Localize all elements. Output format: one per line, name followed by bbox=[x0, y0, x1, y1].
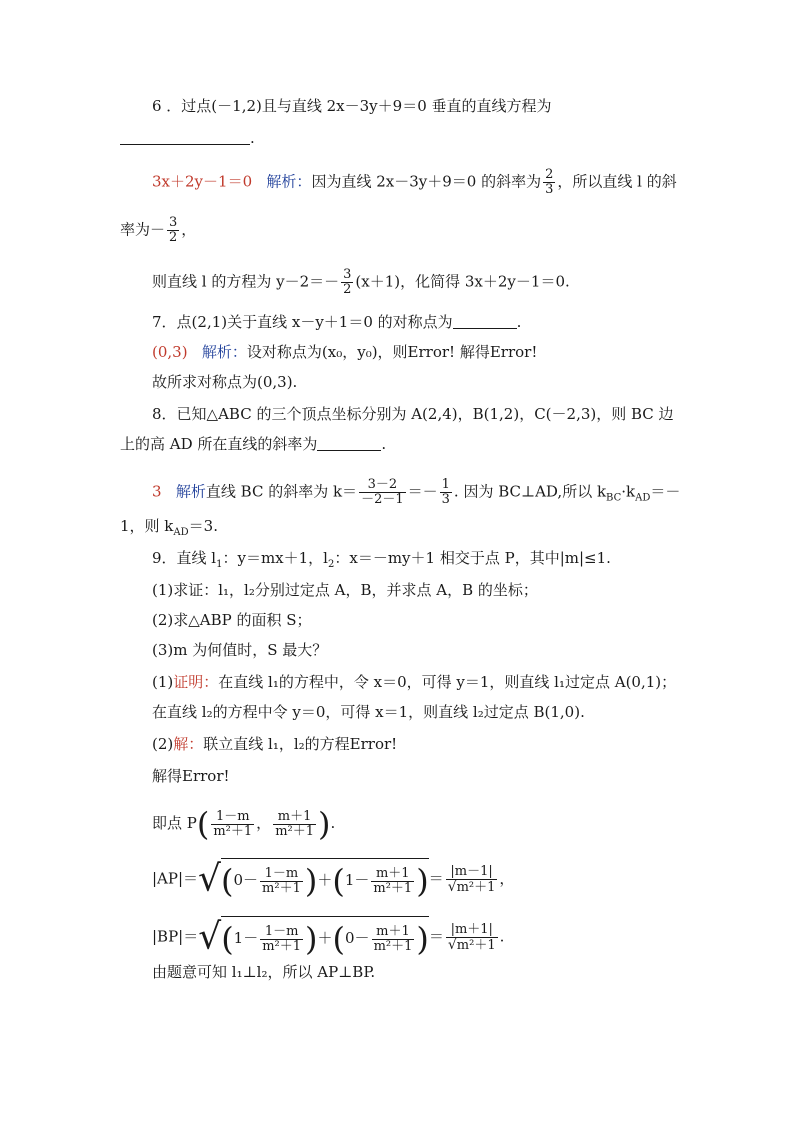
answer-blank bbox=[317, 436, 381, 451]
q9-bp-t1: 1－ bbox=[233, 929, 259, 947]
q8-stem bbox=[152, 404, 674, 424]
sqrt-symbol: √(0－ $\frac{1-m}{\text{m²＋1}}$ )＋(1－ $\frac{m+1}{\text{m²＋1}}$ ) bbox=[198, 858, 429, 900]
q6-line2-b: ， bbox=[181, 220, 197, 239]
q9-p-num2: m＋1 bbox=[273, 810, 316, 825]
q7-conclusion-text: 故所求对称点为(0,3). bbox=[152, 373, 298, 391]
q9-ap-num2: m＋1 bbox=[371, 867, 414, 882]
q9-sub2: 2 bbox=[327, 559, 335, 570]
q8-dot: · bbox=[621, 482, 627, 501]
q9-ap-t1: 0－ bbox=[233, 871, 259, 889]
q8-stem-text: 8．已知△ABC 的三个顶点坐标分别为 A(2,4)，B(1,2)，C(－2,3)，则 BC 边 bbox=[152, 405, 674, 423]
q6-frac3-num: 3 bbox=[343, 267, 352, 282]
q6-line3-b: (x＋1)，化简得 3x＋2y－1＝0. bbox=[355, 272, 570, 291]
q9-ap-label: |AP|＝ bbox=[152, 869, 199, 888]
q9-s2-text: 联立直线 l₁，l₂的方程Error! bbox=[203, 735, 398, 753]
q9-ap-rden: m²＋1 bbox=[456, 879, 496, 895]
q9-point-p bbox=[152, 804, 335, 844]
q6-analysis-label: 解析： bbox=[266, 172, 312, 191]
q9-final-text: 由题意可知 l₁⊥l₂，所以 AP⊥BP. bbox=[152, 963, 376, 981]
q8-line2 bbox=[120, 516, 218, 543]
q9-bp-label: |BP|＝ bbox=[152, 927, 199, 946]
q9-ap-comma: ， bbox=[499, 869, 515, 888]
q7-analysis bbox=[152, 342, 537, 362]
q8-sub-bc: BC bbox=[606, 492, 622, 504]
q8-analysis-label: 解析 bbox=[175, 482, 206, 501]
q9-bp-result: $\frac{|m+1|}{\text{√m²＋1}}$ bbox=[447, 921, 496, 953]
q8-analysis-c: . 因为 BC⊥AD,所以 k bbox=[453, 482, 607, 501]
q9-sub1: 1 bbox=[216, 559, 223, 570]
q8-k2: k bbox=[626, 482, 636, 501]
q9-bp-den1: m²＋1 bbox=[262, 938, 302, 954]
q9-s1-tag: 证明： bbox=[173, 673, 219, 691]
q6-frac3-den: 2 bbox=[343, 282, 352, 297]
q9-stem bbox=[152, 548, 611, 575]
q8-line2-end: ＝3. bbox=[188, 517, 218, 535]
q6-blank-line bbox=[120, 128, 255, 148]
q9-stem-a: 9．直线 l bbox=[152, 549, 217, 567]
q9-bp-t2: 0－ bbox=[345, 929, 370, 947]
q8-line2-text: 1，则 k bbox=[120, 517, 174, 535]
q9-ap-result: $\frac{|m-1|}{\text{√m²＋1}}$ bbox=[447, 863, 496, 895]
q9-s2-label: (2) bbox=[152, 735, 174, 753]
q7-stem bbox=[152, 312, 521, 332]
q6-line3 bbox=[152, 268, 570, 297]
q9-bp-rnum: |m＋1| bbox=[446, 923, 498, 938]
q9-bp-num2: m＋1 bbox=[372, 925, 415, 940]
q6-line2 bbox=[120, 216, 196, 245]
q9-p-comma: ， bbox=[256, 814, 272, 832]
q9-s2-tag: 解： bbox=[173, 735, 204, 753]
q9-part3-text: (3)m 为何值时，S 最大？ bbox=[152, 641, 328, 659]
q6-fraction-1 bbox=[543, 168, 555, 197]
q8-fraction-1 bbox=[359, 478, 406, 507]
q8-analysis-a: 直线 BC 的斜率为 k＝ bbox=[205, 482, 358, 501]
q9-ap-equation bbox=[152, 858, 514, 901]
q9-p-frac2 bbox=[273, 810, 316, 839]
q9-bp-equation bbox=[152, 916, 504, 959]
left-paren: ( bbox=[196, 805, 210, 843]
q6-analysis bbox=[152, 168, 677, 197]
q9-s1-label: (1) bbox=[152, 673, 174, 691]
q9-ap-rnum: |m－1| bbox=[446, 865, 498, 880]
q9-solution1b bbox=[152, 702, 585, 722]
q9-bp-eq: ＝ bbox=[428, 927, 444, 946]
q6-stem-end: . bbox=[250, 129, 255, 147]
q9-bp-period: . bbox=[499, 927, 505, 946]
q9-stem-b: ：y＝mx＋1，l bbox=[222, 549, 328, 567]
q7-stem-text: 7．点(2,1)关于直线 x－y＋1＝0 的对称点为 bbox=[152, 313, 453, 331]
q9-ap-num1: 1－m bbox=[260, 867, 303, 882]
q9-p-den1: m²＋1 bbox=[213, 823, 253, 839]
q6-frac1-num: 2 bbox=[545, 167, 554, 182]
q6-answer: 3x＋2y－1＝0 bbox=[152, 172, 253, 191]
q9-p-num1: 1－m bbox=[211, 810, 254, 825]
q7-conclusion bbox=[152, 372, 297, 392]
q9-bp-den2: m²＋1 bbox=[373, 938, 413, 954]
q7-stem-end: . bbox=[516, 313, 522, 331]
q6-frac2-den: 2 bbox=[169, 230, 178, 245]
q9-stem-c: ：x＝－my＋1 相交于点 P，其中|m|≤1. bbox=[334, 549, 611, 567]
q6-frac2-num: 3 bbox=[169, 215, 178, 230]
q6-analysis-b: ，所以直线 l 的斜 bbox=[557, 172, 677, 191]
q8-analysis-d: ＝－ bbox=[650, 482, 681, 501]
q8-fraction-2 bbox=[440, 478, 452, 507]
q8-frac2-num: 1 bbox=[441, 477, 450, 492]
q8-analysis-b: ＝－ bbox=[407, 482, 438, 501]
q6-line2-a: 率为－ bbox=[120, 220, 166, 239]
q9-s1b-text: 在直线 l₂的方程中令 y＝0，可得 x＝1，则直线 l₂过定点 B(1,0). bbox=[152, 703, 585, 721]
q9-ap-plus: ＋ bbox=[317, 871, 333, 889]
q8-answer: 3 bbox=[152, 482, 162, 501]
q9-ap-den2: m²＋1 bbox=[373, 880, 413, 896]
q7-analysis-label: 解析： bbox=[201, 343, 247, 361]
q6-stem bbox=[152, 96, 552, 116]
q6-frac1-den: 3 bbox=[545, 182, 554, 197]
q8-frac-num: 3－2 bbox=[359, 478, 406, 493]
q9-solution2b bbox=[152, 766, 230, 786]
q6-fraction-2 bbox=[167, 216, 179, 245]
q8-line2-sub: AD bbox=[173, 527, 189, 538]
q6-analysis-a: 因为直线 2x－3y＋9＝0 的斜率为 bbox=[311, 172, 542, 191]
q9-s2b-text: 解得Error! bbox=[152, 767, 230, 785]
q9-point-p-label: 即点 P bbox=[152, 814, 197, 832]
q6-line3-a: 则直线 l 的方程为 y－2＝－ bbox=[152, 272, 340, 291]
q8-analysis bbox=[152, 478, 680, 509]
q9-final bbox=[152, 962, 375, 982]
q9-p-den2: m²＋1 bbox=[275, 823, 314, 839]
q7-analysis-text: 设对称点为(x₀，y₀)，则Error! 解得Error! bbox=[246, 343, 538, 361]
q9-ap-den1: m²＋1 bbox=[262, 880, 301, 896]
q9-solution1 bbox=[152, 672, 676, 692]
q8-sub-ad: AD bbox=[635, 492, 651, 504]
q9-part1 bbox=[152, 580, 538, 600]
q9-s1-text: 在直线 l₁的方程中，令 x＝0，可得 y＝1，则直线 l₁过定点 A(0,1)； bbox=[218, 673, 677, 691]
q9-ap-eq: ＝ bbox=[428, 869, 444, 888]
q8-stem2 bbox=[120, 434, 386, 454]
q8-frac-den: －2－1 bbox=[361, 492, 404, 507]
q8-frac2-den: 3 bbox=[441, 492, 450, 507]
answer-blank bbox=[120, 130, 250, 145]
q9-part2 bbox=[152, 610, 312, 630]
q9-part1-text: (1)求证：l₁，l₂分别过定点 A，B，并求点 A，B 的坐标； bbox=[152, 581, 538, 599]
q9-bp-rden: m²＋1 bbox=[456, 937, 496, 953]
q8-stem2-text: 上的高 AD 所在直线的斜率为 bbox=[120, 435, 318, 453]
sqrt-symbol: √(1－ $\frac{1-m}{\text{m²＋1}}$ )＋(0－ $\frac{m+1}{\text{m²＋1}}$ ) bbox=[198, 916, 429, 958]
q6-stem-text: 6 ．过点(－1,2)且与直线 2x－3y＋9＝0 垂直的直线方程为 bbox=[152, 97, 552, 115]
q9-ap-t2: 1－ bbox=[344, 871, 370, 889]
q9-p-frac1 bbox=[211, 810, 254, 839]
q7-answer: (0,3) bbox=[152, 343, 188, 361]
q9-period: . bbox=[330, 814, 336, 832]
q9-part2-text: (2)求△ABP 的面积 S； bbox=[152, 611, 312, 629]
q8-stem-end: . bbox=[381, 435, 387, 453]
q6-fraction-3 bbox=[341, 268, 353, 297]
q9-solution2 bbox=[152, 734, 397, 754]
answer-blank bbox=[453, 314, 517, 329]
q9-part3 bbox=[152, 640, 327, 660]
right-paren: ) bbox=[318, 805, 331, 843]
q9-bp-plus: ＋ bbox=[317, 929, 333, 947]
q9-bp-num1: 1－m bbox=[260, 925, 303, 940]
